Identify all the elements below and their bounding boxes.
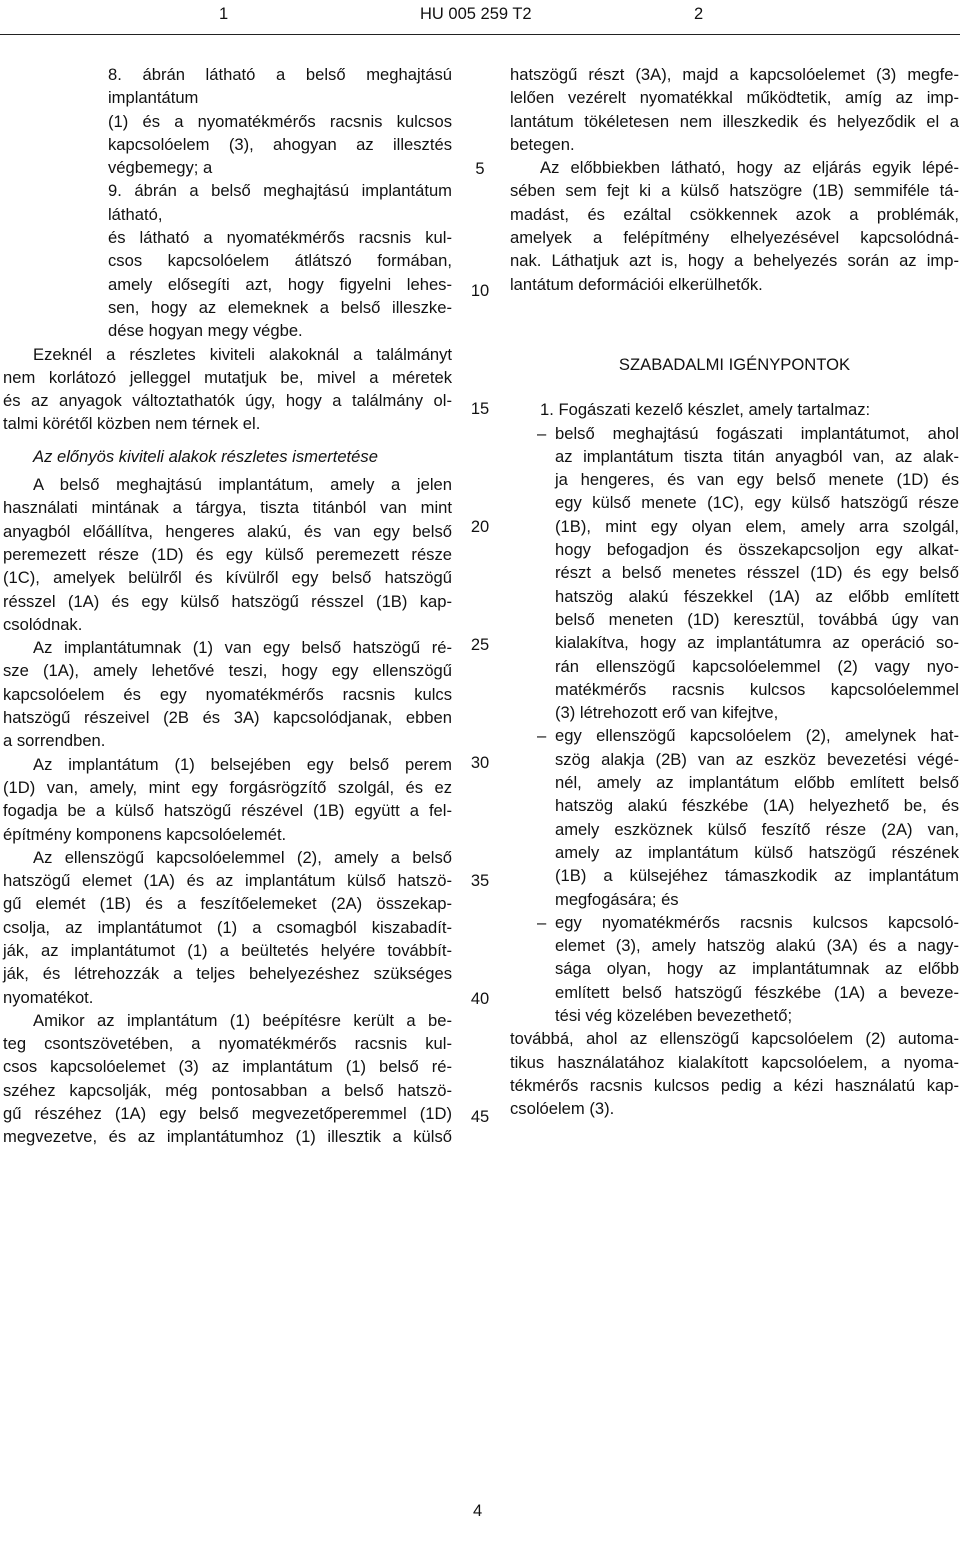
text-line: betegen. [510, 134, 575, 154]
text-line: résszel (1A) és egy külső hatszögű résszel (1B) kap- [3, 591, 452, 611]
text-line: dése hogyan megy végbe. [108, 321, 303, 341]
text-line: sze (1A), amely lehetővé teszi, hogy egy ellenszögű [3, 661, 452, 681]
text-line: nem korlátozó jelleggel mutatjuk be, mivel a méretek [3, 367, 452, 387]
figure-item-9 [3, 179, 452, 342]
text-line: amely eszköznek külső feszítő része (2A) van, [555, 819, 959, 839]
text-line: végbemegy; a [108, 158, 213, 178]
line-number: 25 [470, 636, 490, 654]
text-line: (1) és a nyomatékmérős racsnis kulcsos [108, 111, 452, 131]
text-line: lantátum deformációi elkerülhetők. [510, 274, 763, 294]
text-line: lelően vezérelt nyomatékkal működtetik, amíg az imp- [510, 88, 959, 108]
dash-bullet: – [537, 912, 547, 932]
text-line: megfogására; és [555, 889, 679, 909]
header-left-page-number: 1 [219, 5, 229, 23]
text-line: anyagból előállítva, hengeres alakú, és van egy belső [3, 521, 452, 541]
text-line: az implantátum tiszta titán anyagból van, az alak- [555, 446, 959, 466]
paragraph-summary [510, 156, 959, 296]
line-number: 20 [470, 518, 490, 536]
claim-dash-item [537, 911, 959, 1027]
text-line: 9. ábrán a belső meghajtású implantátum látható, [108, 181, 452, 224]
footer-page-number: 4 [473, 1502, 483, 1520]
text-line: sében sem fejt ki a külső hatszögre (1B) semmiféle tá- [510, 181, 959, 201]
line-number: 10 [470, 282, 490, 300]
claim-dash-item [537, 422, 959, 725]
left-column [3, 63, 452, 1149]
text-line: kialakítva, hogy az implantátumra az operáció so- [555, 633, 959, 653]
line-number: 35 [470, 872, 490, 890]
text-line: matékmérős racsnis kulcsos kapcsolóelemmel [555, 679, 959, 699]
text-line: (1B) a külsejéhez támaszkodik az implantátum [555, 866, 959, 886]
text-line: ják, és létrehozzák a teljes behelyezéshez szükséges [3, 964, 452, 984]
text-line: Amikor az implantátum (1) beépítésre került a be- [33, 1010, 452, 1030]
text-line: sága olyan, hogy az implantátumnak az előbb [555, 959, 959, 979]
header-rule [0, 34, 960, 35]
text-line: továbbá, ahol az ellenszögű kapcsolóelem (2) automa- [510, 1029, 959, 1049]
text-line: (1D) van, amely, mint egy forgásrögzítő szolgál, és ez [3, 777, 452, 797]
text-line: amely elősegíti azt, hogy figyelni lehes- [108, 274, 452, 294]
text-line: elemet (3), amely hatszög alakú (3A) és a nagy- [555, 936, 959, 956]
dash-bullet: – [537, 726, 547, 746]
line-number: 15 [470, 400, 490, 418]
text-line: csos kapcsolóelem átlátszó formában, [108, 251, 452, 271]
text-line: belső meghajtású fogászati implantátumot, ahol [555, 423, 959, 443]
text-line: Az implantátum (1) belsejében egy belső perem [33, 754, 452, 774]
paragraph-continued [510, 63, 959, 156]
text-line: csolódnak. [3, 614, 83, 634]
text-line: nak. Láthatjuk azt is, hogy a behelyezés során az imp- [510, 251, 959, 271]
figure-item-8 [3, 63, 452, 179]
text-line: egy nyomatékmérős racsnis kulcsos kapcsoló- [555, 912, 959, 932]
line-number: 5 [475, 160, 485, 178]
claim-1-intro: 1. Fogászati kezelő készlet, amely tartalmaz: [540, 400, 871, 420]
text-line: Az ellenszögű kapcsolóelemmel (2), amely a belső [33, 847, 452, 867]
text-line: belső meneten (1D) keresztül, továbbá úgy van [555, 609, 959, 629]
text-line: teg csontszövetében, a nyomatékmérős racsnis kul- [3, 1034, 452, 1054]
text-line: Az implantátumnak (1) van egy belső hatszögű ré- [33, 638, 452, 658]
section-heading: Az előnyös kiviteli alakok részletes ismertetése [33, 446, 378, 466]
text-line: hatszögű részt (3A), majd a kapcsolóelemet (3) megfe- [510, 65, 959, 84]
claim-closing [510, 1027, 959, 1120]
text-line: hatszög alakú fészkébe (1A) helyezhető be, és [555, 796, 959, 816]
text-line: nél, amely az implantátum előbb említett belső [555, 773, 959, 793]
header-right-page-number: 2 [694, 5, 704, 23]
paragraph-6 [3, 1009, 452, 1149]
text-line: egy külső menete (1C), egy külső hatszögű része [555, 493, 959, 513]
text-line: és látható a nyomatékmérős racsnis kul- [108, 228, 452, 248]
text-line: megvezetve, és az implantátumhoz (1) illesztik a külső [3, 1127, 452, 1147]
text-line: A belső meghajtású implantátum, amely a jelen [33, 475, 452, 495]
text-line: Ezeknél a részletes kiviteli alakoknál a találmányt [33, 344, 452, 364]
text-line: nyomatékot. [3, 987, 94, 1007]
text-line: kapcsolóelem (3), ahogyan az illesztés [108, 134, 452, 154]
text-line: hatszögű részeivel (2B és 3A) kapcsolódjanak, ebben [3, 708, 452, 728]
text-line: amelyek a felépítmény elhelyezésével kapcsolódná- [510, 228, 959, 248]
line-number: 45 [470, 1108, 490, 1126]
text-line: gű részéhez (1A) egy belső megvezetőperemmel (1D) [3, 1104, 452, 1124]
text-line: amely az implantátum külső hatszögű részének [555, 842, 959, 862]
line-number: 40 [470, 990, 490, 1008]
text-line: 8. ábrán látható a belső meghajtású implantátum [108, 65, 452, 108]
text-line: ja hengeres, és van egy belső menete (1D) és [555, 470, 959, 490]
text-line: lantátum tökéletesen nem illeszkedik és helyeződik el a [510, 111, 959, 131]
text-line: szög alakja (2B) van az eszköz bevezetési végé- [555, 749, 959, 769]
dash-bullet: – [537, 423, 547, 443]
text-line: tési vég közelében bevezethető; [555, 1005, 793, 1025]
text-line: Az előbbiekben látható, hogy az eljárás egyik lépé- [540, 158, 959, 178]
text-line: építmény komponens kapcsolóelemét. [3, 824, 287, 844]
text-line: madást, és ezáltal csökkennek azok a problémák, [510, 204, 959, 224]
paragraph-2 [3, 473, 452, 636]
text-line: gű elemét (1B) és a feszítőelemeket (2A) összekap- [3, 894, 452, 914]
paragraph-3 [3, 636, 452, 752]
claims-heading: SZABADALMI IGÉNYPONTOK [618, 354, 851, 374]
text-line: említett belső hatszögű fészkébe (1A) a beveze- [555, 982, 959, 1002]
text-line: a sorrendben. [3, 731, 106, 751]
text-line: és az anyagok változtathatók úgy, hogy a találmány ol- [3, 391, 452, 411]
header-patent-number: HU 005 259 T2 [420, 5, 532, 23]
right-column [510, 63, 959, 1120]
paragraph-4 [3, 753, 452, 846]
paragraph-5 [3, 846, 452, 1009]
text-line: széhez kapcsolják, még pontosabban a belső hatszö- [3, 1080, 452, 1100]
text-line: hatszög alakú fészekkel (1A) az előbb említett [555, 586, 959, 606]
text-line: hatszögű elemet (1A) és az implantátum külső hatszö- [3, 871, 452, 891]
text-line: egy ellenszögű kapcsolóelem (2), amelynek hat- [555, 726, 959, 746]
text-line: használati mintának a tárgya, tiszta titánból van mint [3, 498, 452, 518]
text-line: sen, hogy az elemeknek a belső illeszke- [108, 297, 452, 317]
text-line: csolóelem (3). [510, 1099, 615, 1119]
text-line: rán ellenszögű kapcsolóelemmel (2) vagy nyo- [555, 656, 959, 676]
text-line: kapcsolóelem és egy nyomatékmérős racsnis kulcs [3, 684, 452, 704]
text-line: peremezett része (1D) és egy külső peremezett része [3, 544, 452, 564]
text-line: (3) létrehozott erő van kifejtve, [555, 703, 779, 723]
text-line: talmi körétől közben nem térnek el. [3, 414, 261, 434]
text-line: ják, az implantátumot (1) a beültetés helyére továbbít- [3, 940, 452, 960]
text-line: tékmérős racsnis kulcsos pedig a kézi használatú kap- [510, 1075, 959, 1095]
text-line: hogy befogadjon és összekapcsoljon egy alkat- [555, 540, 959, 560]
line-number: 30 [470, 754, 490, 772]
text-line: (1B), mint egy olyan elem, amely arra szolgál, [555, 516, 959, 536]
text-line: fogadja be a külső hatszögű részével (1B) együtt a fel- [3, 801, 452, 821]
text-line: csolja, az implantátumot (1) a csomagból kiszabadít- [3, 917, 452, 937]
text-line: csos kapcsolóelemet (3) az implantátum (1) belső ré- [3, 1057, 452, 1077]
claim-dash-item [537, 724, 959, 910]
text-line: részt a belső menetes résszel (1D) és egy belső [555, 563, 959, 583]
paragraph-1 [3, 343, 452, 436]
text-line: (1C), amelyek belülről és kívülről egy belső hatszögű [3, 568, 452, 588]
text-line: tikus használatához kialakított kapcsolóelem, a nyoma- [510, 1052, 959, 1072]
